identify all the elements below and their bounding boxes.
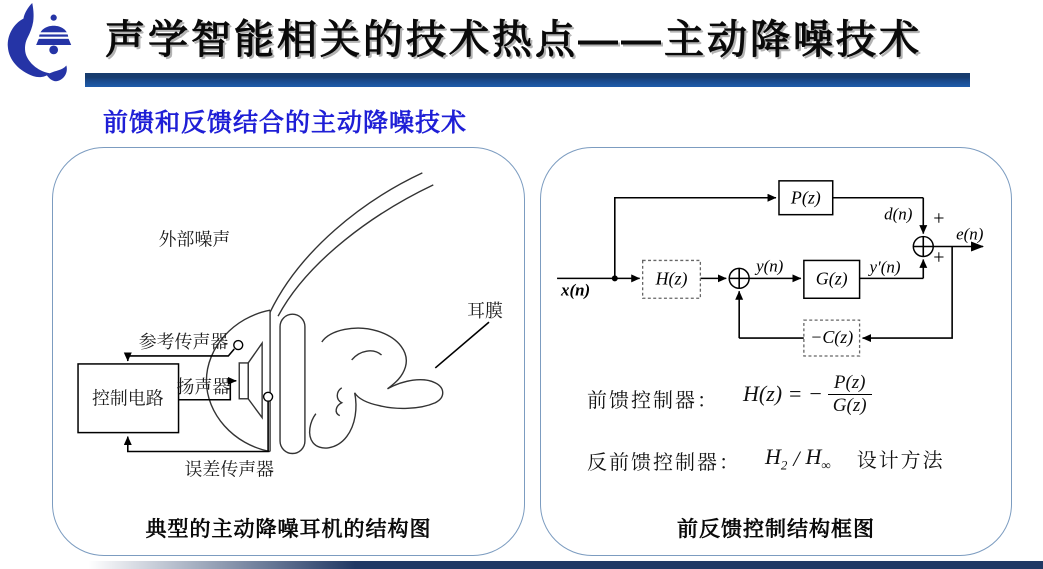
eardrum-label: 耳膜 <box>467 301 503 322</box>
bell-dome <box>36 26 71 45</box>
feedforward-formula <box>743 372 873 417</box>
h-block-label: H(z) <box>655 268 688 289</box>
hinf-term: $H_\infty$ <box>805 444 831 473</box>
control-block-diagram <box>541 148 1011 555</box>
bell-knob <box>51 15 57 21</box>
c-block-label: −C(z) <box>810 327 854 348</box>
divider: / <box>793 445 800 471</box>
sum-junction-1 <box>729 268 749 288</box>
signal-y-label: y(n) <box>756 256 784 276</box>
error-mic-dot <box>264 392 273 401</box>
speaker-label: 扬声器 <box>176 376 231 397</box>
feedback-return-wire <box>739 291 804 338</box>
formula-lhs: H(z) = − <box>743 381 823 407</box>
formula-fraction <box>827 372 873 417</box>
p-block-label: P(z) <box>790 187 821 208</box>
signal-e-label: e(n) <box>956 224 984 244</box>
error-mic-label: 误差传声器 <box>184 459 275 480</box>
design-method-label: 设计方法 <box>856 450 945 473</box>
section-subtitle: 前馈和反馈结合的主动降噪技术 <box>103 109 468 137</box>
eardrum-pointer-line <box>435 322 489 368</box>
reference-mic-label: 参考传声器 <box>138 332 229 353</box>
control-circuit-label: 控制电路 <box>91 388 164 409</box>
sum-junction-2 <box>913 237 933 257</box>
headband <box>270 173 433 316</box>
signal-yprime-label: y′(n) <box>869 257 901 277</box>
headphone-structure-panel <box>52 147 525 556</box>
feedback-formula <box>765 444 945 473</box>
ear-drawing <box>310 328 443 448</box>
title-underline-bar <box>85 73 970 87</box>
g-block-label: G(z) <box>815 268 848 289</box>
right-panel-caption: 前反馈控制结构框图 <box>677 518 875 541</box>
signal-d-label: d(n) <box>884 204 913 224</box>
fraction-denominator: G(z) <box>832 394 867 416</box>
reference-mic-dot <box>234 341 243 350</box>
plus-sign-top: + <box>933 207 945 230</box>
speaker-driver <box>239 343 262 418</box>
external-noise-label: 外部噪声 <box>158 229 231 250</box>
signal-x-label: x(n) <box>561 280 591 300</box>
dolphin-bell-logo <box>2 3 80 85</box>
control-structure-panel <box>540 147 1012 556</box>
feedforward-label: 前馈控制器： <box>587 390 719 412</box>
bottom-accent-bar <box>88 561 1043 569</box>
bell-clapper <box>49 45 58 54</box>
h2-term: $H_2$ <box>765 444 788 473</box>
headphone-diagram <box>53 148 524 555</box>
feedback-label: 反前馈控制器： <box>587 452 741 474</box>
left-panel-caption: 典型的主动降噪耳机的结构图 <box>145 518 432 541</box>
dolphin-fluke <box>47 65 67 81</box>
feedback-equation-row <box>587 446 741 475</box>
plus-sign-bottom: + <box>933 246 945 269</box>
fraction-numerator: P(z) <box>828 372 872 395</box>
page-title: 声学智能相关的技术热点——主动降噪技术 <box>105 18 922 62</box>
feedforward-equation-row <box>587 384 719 413</box>
